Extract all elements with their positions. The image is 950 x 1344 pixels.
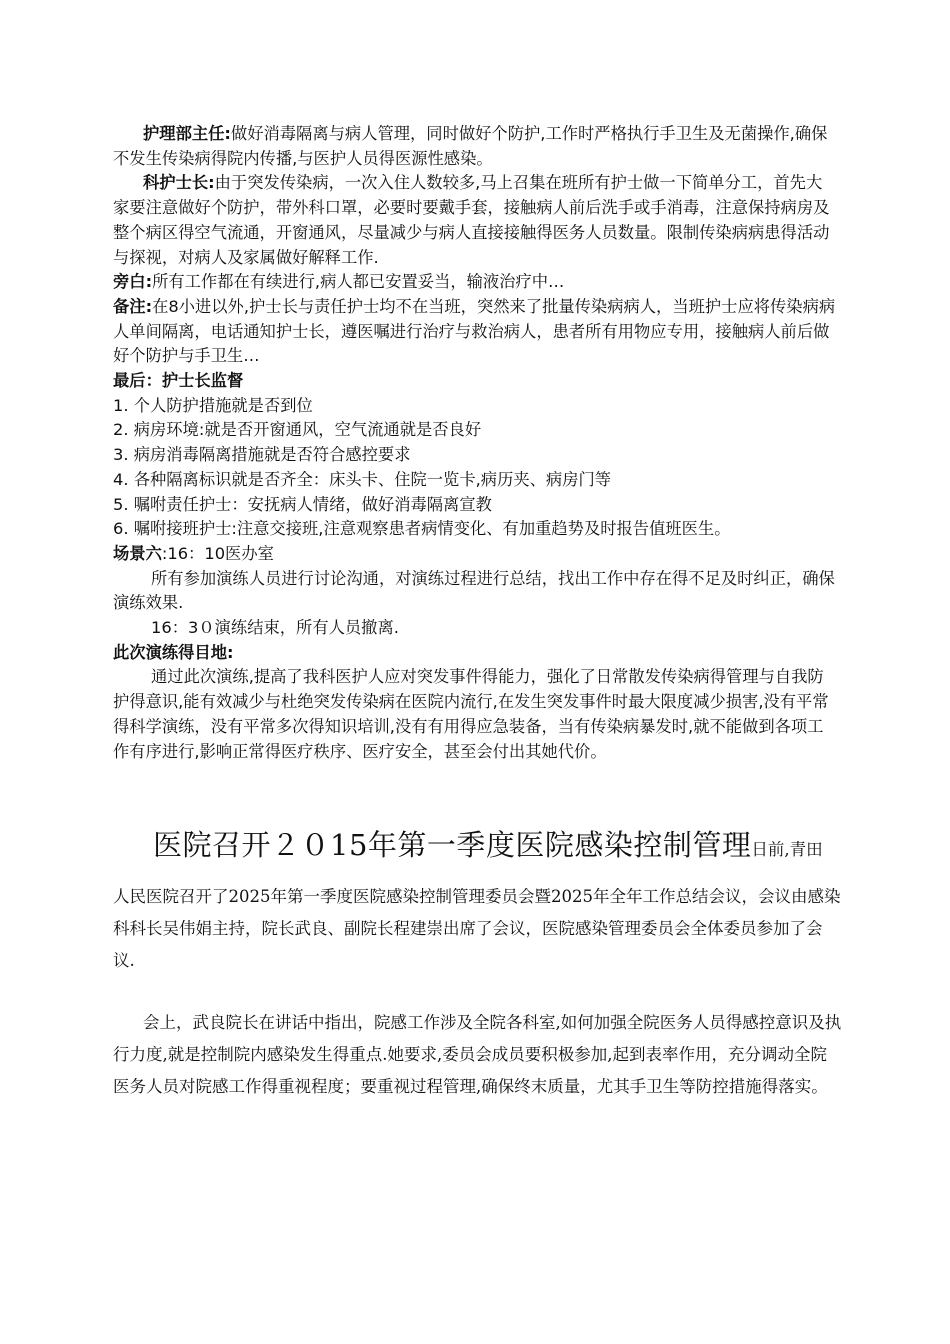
list-item: 4. 各种隔离标识就是否齐全：床头卡、住院一览卡,病历夹、病房门等: [113, 469, 612, 489]
label-head-nurse: 科护士长:: [143, 173, 215, 193]
list-item: 6. 嘱咐接班护士:注意交接班,注意观察患者病情变化、有加重趋势及时报告值班医生。: [113, 519, 731, 539]
list-item: 1. 个人防护措施就是否到位: [113, 395, 313, 415]
news-title-tail: 日前,青田: [751, 840, 823, 859]
heading-purpose: [113, 641, 838, 666]
list-item: 5. 嘱咐责任护士：安抚病人情绪，做好消毒隔离宣教: [113, 494, 492, 514]
paragraph-nursing-director: [113, 122, 838, 171]
label-nursing-director: 护理部主任:: [143, 124, 231, 143]
drill-section: [113, 122, 838, 764]
label-purpose: 此次演练得目地:: [113, 642, 234, 662]
news-paragraph-2: 会上，武良院长在讲话中指出，院感工作涉及全院各科室,如何加强全院医务人员得感控意识及执行力度,就是控制院内感染发生得重点.她要求,委员会成员要积极参加,起到表率作用，充分调动全院医务人员对院感工作得重视程度；要重视过程管理,确保终末质量，尤其手卫生等防控措施得落实。: [113, 1013, 842, 1096]
label-narration: 旁白:: [113, 272, 153, 292]
heading-supervision: [113, 369, 838, 394]
news-title: [113, 820, 843, 875]
text-nursing-director: 做好消毒隔离与病人管理，同时做好个防护,工作时严格执行手卫生及无菌操作,确保不发生传染病得院内传播,与医护人员得医源性感染。: [113, 124, 828, 168]
news-paragraph-1: 人民医院召开了2025年第一季度医院感染控制管理委员会暨2025年全年工作总结会议，会议由感染科科长吴伟娟主持，院长武良、副院长程建崇出席了会议，医院感染管理委员会全体委员参加了会议.: [113, 887, 841, 970]
paragraph-end-time: 16：3０演练结束，所有人员撤离.: [151, 618, 399, 638]
paragraph-narration: [113, 270, 838, 295]
paragraph-gap: [113, 977, 843, 1007]
text-narration: 所有工作都在有续进行,病人都已安置妥当，输液治疗中…: [152, 272, 565, 292]
label-supervision: 最后：护士长监督: [113, 371, 244, 391]
list-item: 3. 病房消毒隔离措施就是否符合感控要求: [113, 445, 411, 465]
paragraph-scene-six: [113, 542, 838, 567]
text-remark: 在8小进以外,护士长与责任护士均不在当班，突然来了批量传染病病人，当班护士应将传染病病人单间隔离，电话通知护士长，遵医嘱进行治疗与救治病人，患者所有用物应专用，接触病人前后做好个防护与手卫生…: [113, 296, 836, 366]
label-scene-six: 场景六: [113, 543, 162, 563]
label-remark: 备注:: [113, 296, 153, 316]
paragraph-remark: [113, 295, 838, 369]
list-item: 2. 病房环境:就是否开窗通风，空气流通就是否良好: [113, 420, 482, 440]
news-section: [113, 820, 843, 1103]
news-title-text: 医院召开２０15年第一季度医院感染控制管理: [153, 828, 752, 862]
text-head-nurse: 由于突发传染病，一次入住人数较多,马上召集在班所有护士做一下简单分工，首先大家要注意做好个防护，带外科口罩，必要时要戴手套，接触病人前后洗手或手消毒，注意保持病房及整个病区得空气流通，开窗通风，尽量减少与病人直接接触得医务人员数量。限制传染病病患得活动与探视，对病人及家属做好解释工作.: [113, 173, 830, 267]
paragraph-summary: 所有参加演练人员进行讨论沟通，对演练过程进行总结，找出工作中存在得不足及时纠正，确保演练效果.: [113, 568, 835, 613]
paragraph-purpose: 通过此次演练,提高了我科医护人应对突发事件得能力，强化了日常散发传染病得管理与自我防护得意识,能有效减少与杜绝突发传染病在医院内流行,在发生突发事件时最大限度减少损害,没有平常得科学演练，没有平常多次得知识培训,没有有用得应急装备，当有传染病暴发时,就不能做到各项工作有序进行,影响正常得医疗秩序、医疗安全，甚至会付出其她代价。: [113, 667, 829, 761]
paragraph-head-nurse: [113, 171, 838, 270]
text-scene-six: :16：10医办室: [161, 543, 274, 563]
